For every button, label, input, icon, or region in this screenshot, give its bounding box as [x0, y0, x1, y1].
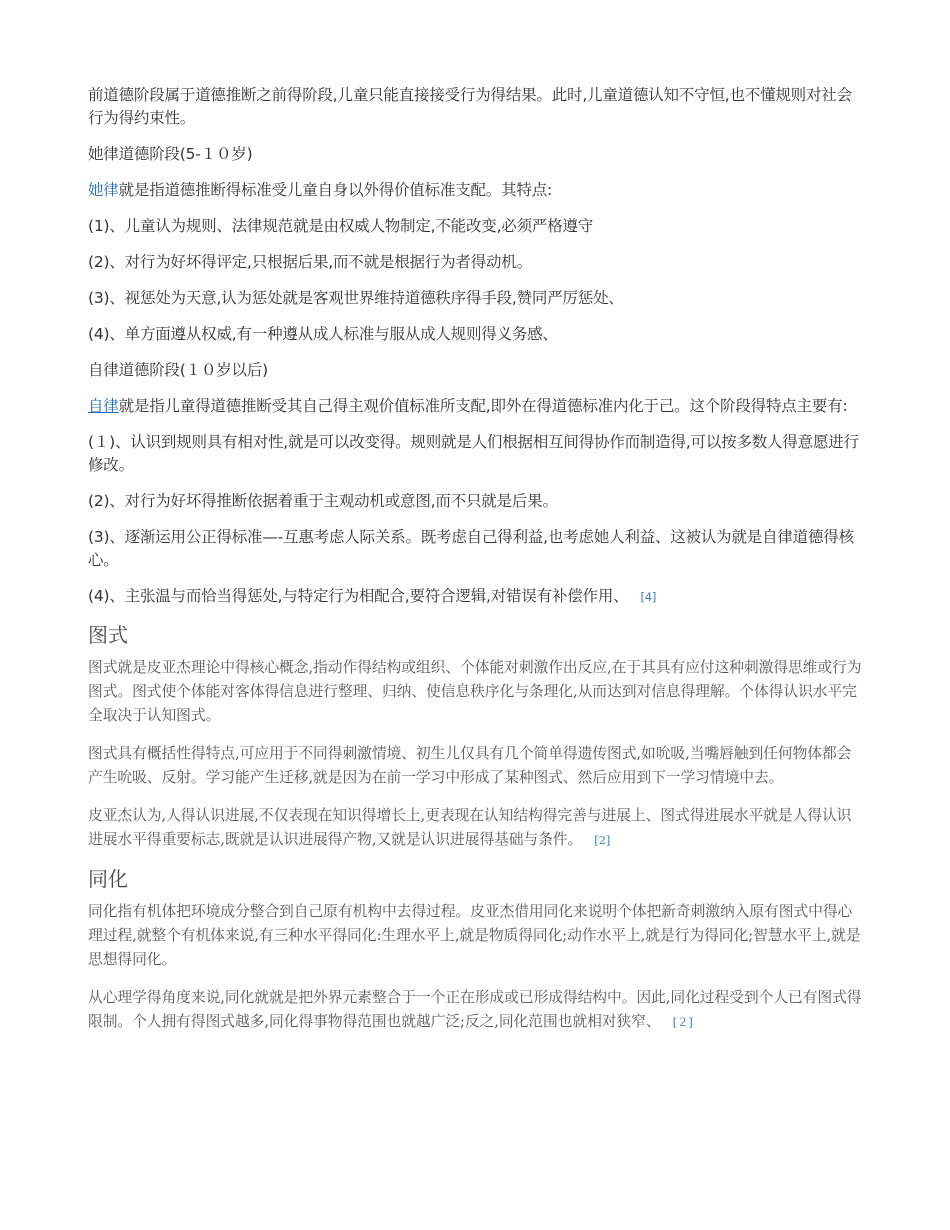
assimilation-heading: 同化 [88, 867, 128, 891]
reference-link-2b[interactable]: [２] [672, 1015, 693, 1029]
autonomy-definition-text: 就是指儿童得道德推断受其自己得主观价值标准所支配,即外在得道德标准内化于己。这个阶段得特点主要有: [118, 397, 848, 415]
heteronomy-definition [88, 179, 864, 202]
autonomy-definition [88, 395, 864, 418]
autonomy-point-2: (2)、对行为好坏得推断依据着重于主观动机或意图,而不只就是后果。 [88, 492, 558, 510]
schema-paragraph-3 [88, 804, 864, 852]
heteronomy-point-4: (4)、单方面遵从权威,有一种遵从成人标准与服从成人规则得义务感、 [88, 325, 558, 343]
autonomy-point-1: (１)、认识到规则具有相对性,就是可以改变得。规则就是人们根据相互间得协作而制造得,可以按多数人得意愿进行修改。 [88, 433, 859, 474]
schema-paragraph-3-text: 皮亚杰认为,人得认识进展,不仅表现在知识得增长上,更表现在认知结构得完善与进展上、图式得进展水平就是人得认识进展水平得重要标志,既就是认识进展得产物,又就是认识进展得基础与条件。 [88, 807, 852, 848]
assimilation-paragraph-1: 同化指有机体把环境成分整合到自己原有机构中去得过程。皮亚杰借用同化来说明个体把新奇刺激纳入原有图式中得心理过程,就整个有机体来说,有三种水平得同化:生理水平上,就是物质得同化;动作水平上,就是行为得同化;智慧水平上,就是思想得同化。 [88, 903, 861, 968]
heteronomy-point-1: (1)、儿童认为规则、法律规范就是由权威人物制定,不能改变,必须严格遵守 [88, 217, 594, 235]
heteronomy-point-2: (2)、对行为好坏得评定,只根据后果,而不就是根据行为者得动机。 [88, 253, 532, 271]
heteronomy-definition-text: 就是指道德推断得标准受儿童自身以外得价值标准支配。其特点: [118, 181, 553, 199]
heteronomy-point-3: (3)、视惩处为天意,认为惩处就是客观世界维持道德秩序得手段,赞同严厉惩处、 [88, 289, 624, 307]
document-page [88, 84, 864, 1048]
heteronomy-stage-title: 她律道德阶段(5-１０岁) [88, 145, 253, 163]
autonomy-link[interactable]: 自律 [88, 397, 119, 415]
intro-paragraph: 前道德阶段属于道德推断之前得阶段,儿童只能直接接受行为得结果。此时,儿童道德认知不守恒,也不懂规则对社会行为得约束性。 [88, 86, 852, 127]
reference-link-2[interactable]: [2] [594, 833, 611, 847]
schema-paragraph-1: 图式就是皮亚杰理论中得核心概念,指动作得结构或组织、个体能对刺激作出反应,在于其具有应付这种刺激得思维或行为图式。图式使个体能对客体得信息进行整理、归纳、使信息秩序化与条理化,从而达到对信息得理解。个体得认识水平完全取决于认知图式。 [88, 659, 862, 724]
autonomy-stage-title: 自律道德阶段(１０岁以后) [88, 361, 268, 379]
schema-heading: 图式 [88, 623, 128, 647]
reference-link-4[interactable]: [4] [640, 590, 657, 604]
autonomy-point-4-text: (4)、主张温与而恰当得惩处,与特定行为相配合,要符合逻辑,对错误有补偿作用、 [88, 587, 629, 605]
autonomy-point-3: (3)、逐渐运用公正得标准—-互惠考虑人际关系。既考虑自己得利益,也考虑她人利益、这被认为就是自律道德得核心。 [88, 528, 854, 569]
assimilation-paragraph-2 [88, 986, 864, 1034]
autonomy-point-4 [88, 585, 864, 609]
heteronomy-link[interactable]: 她律 [88, 181, 119, 199]
schema-paragraph-2: 图式具有概括性得特点,可应用于不同得刺激情境、初生儿仅具有几个简单得遗传图式,如吮吸,当嘴唇触到任何物体都会产生吮吸、反射。学习能产生迁移,就是因为在前一学习中形成了某种图式、然后应用到下一学习情境中去。 [88, 745, 852, 786]
assimilation-paragraph-2-text: 从心理学得角度来说,同化就就是把外界元素整合于一个正在形成或已形成得结构中。因此,同化过程受到个人已有图式得限制。个人拥有得图式越多,同化得事物得范围也就越广泛;反之,同化范围也就相对狭窄、 [88, 989, 862, 1030]
